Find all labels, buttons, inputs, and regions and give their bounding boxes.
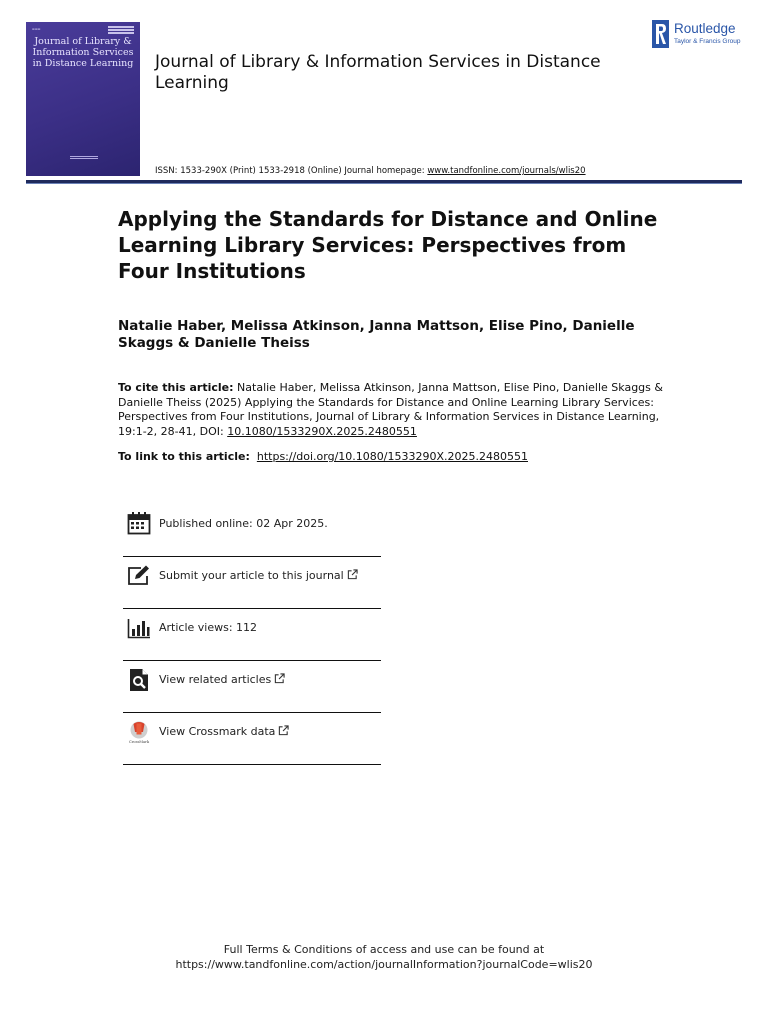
terms-footer <box>0 942 768 972</box>
submit-article-link[interactable] <box>159 569 358 582</box>
journal-title: Journal of Library & Information Services in Distance Learning <box>155 52 601 93</box>
submit-article-row[interactable] <box>123 557 381 609</box>
journal-homepage-link[interactable]: www.tandfonline.com/journals/wlis20 <box>427 166 586 176</box>
article-link-line <box>118 450 678 463</box>
edit-icon <box>127 564 151 588</box>
article-doi-url[interactable]: https://doi.org/10.1080/1533290X.2025.2480551 <box>256 450 528 463</box>
article-views-text: Article views: 112 <box>159 621 258 634</box>
issn-line <box>155 166 586 176</box>
article-views-row <box>123 609 381 661</box>
related-articles-link[interactable] <box>159 673 285 686</box>
related-articles-row[interactable] <box>123 661 381 713</box>
published-online-text: Published online: 02 Apr 2025. <box>159 517 328 530</box>
crossmark-icon <box>127 720 151 744</box>
related-articles-label: View related articles <box>159 673 272 686</box>
publisher-subtitle: Taylor & Francis Group <box>674 38 741 45</box>
external-link-icon <box>278 725 289 736</box>
citation-block <box>118 381 678 439</box>
publisher-name: Routledge <box>674 21 736 36</box>
cite-label: To cite this article: <box>118 381 234 394</box>
article-info-list <box>123 505 381 765</box>
issn-text: ISSN: 1533-290X (Print) 1533-2918 (Online) Journal homepage: <box>155 166 428 176</box>
external-link-icon <box>347 569 358 580</box>
document-search-icon <box>127 668 151 692</box>
routledge-r-icon <box>652 20 669 48</box>
crossmark-label: View Crossmark data <box>159 725 276 738</box>
cover-publisher-logo <box>70 156 98 162</box>
link-label: To link to this article: <box>118 450 250 463</box>
crossmark-logo-text: CrossMark <box>128 740 150 744</box>
cite-text: Natalie Haber, Melissa Atkinson, Janna Mattson, Elise Pino, Danielle Skaggs & Danielle Theiss (2025) Applying the Standards for Distance and Online Learning Library Services: Perspectives from Four Institutions, Journal of Library & Information Services in Distance Learning, 19:1-2, 28-41, DOI: <box>118 381 663 438</box>
crossmark-row[interactable] <box>123 713 381 765</box>
bar-chart-icon <box>127 616 151 640</box>
article-authors: Natalie Haber, Melissa Atkinson, Janna Mattson, Elise Pino, Danielle Skaggs & Danielle Theiss <box>118 318 635 351</box>
cover-title: Journal of Library & Information Services in Distance Learning <box>32 36 134 69</box>
calendar-icon <box>127 511 151 535</box>
publisher-logo[interactable] <box>652 20 747 50</box>
crossmark-link[interactable] <box>159 725 289 738</box>
published-online-row <box>123 505 381 557</box>
cover-issn-line: ▬▬▬ <box>32 27 41 31</box>
journal-cover-image <box>26 22 140 176</box>
external-link-icon <box>274 673 285 684</box>
doi-link[interactable]: 10.1080/1533290X.2025.2480551 <box>227 424 417 438</box>
header-divider-accent <box>26 183 742 184</box>
article-title: Applying the Standards for Distance and Online Learning Library Services: Perspectives from Four Institutions <box>118 207 658 283</box>
terms-url[interactable]: https://www.tandfonline.com/action/journalInformation?journalCode=wlis20 <box>175 958 593 971</box>
terms-line: Full Terms & Conditions of access and use can be found at <box>223 943 545 956</box>
submit-article-label: Submit your article to this journal <box>159 569 344 582</box>
cover-header-lines <box>108 26 134 34</box>
